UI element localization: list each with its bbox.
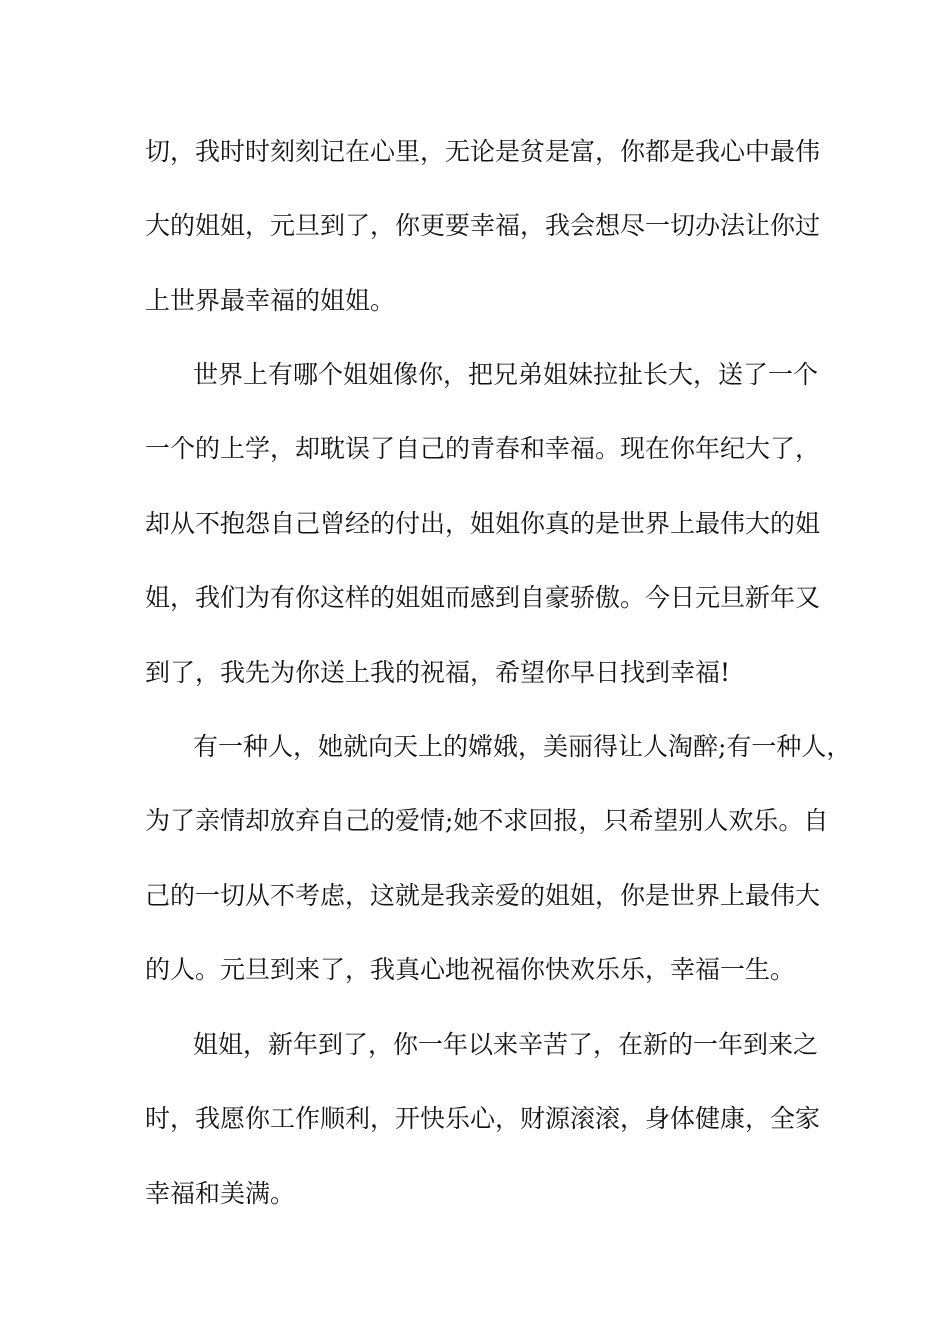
- text-line: 大的姐姐，元旦到了，你更要幸福，我会想尽一切办法让你过: [145, 211, 821, 240]
- text-line: 切，我时时刻刻记在心里，无论是贫是富，你都是我心中最伟: [145, 137, 821, 166]
- text-line: 为了亲情却放弃自己的爱情;她不求回报，只希望别人欢乐。自: [145, 806, 829, 835]
- text-line: 时，我愿你工作顺利，开快乐心，财源滚滚，身体健康，全家: [145, 1104, 821, 1133]
- paragraph-first-line: 姐姐，新年到了，你一年以来辛苦了，在新的一年到来之: [193, 1030, 819, 1059]
- text-line: 的人。元旦到来了，我真心地祝福你快欢乐乐，幸福一生。: [145, 955, 796, 984]
- text-line: 己的一切从不考虑，这就是我亲爱的姐姐，你是世界上最伟大: [145, 881, 821, 910]
- text-line: 姐，我们为有你这样的姐姐而感到自豪骄傲。今日元旦新年又: [145, 583, 821, 612]
- text-line: 上世界最幸福的姐姐。: [145, 286, 396, 315]
- paragraph-first-line: 有一种人，她就向天上的嫦娥，美丽得让人淘醉;有一种人，: [193, 732, 852, 761]
- text-line: 幸福和美满。: [145, 1179, 296, 1208]
- text-line: 却从不抱怨自己曾经的付出，姐姐你真的是世界上最伟大的姐: [145, 509, 821, 538]
- paragraph-first-line: 世界上有哪个姐姐像你，把兄弟姐妹拉扯长大，送了一个: [193, 360, 819, 389]
- text-line: 一个的上学，却耽误了自己的青春和幸福。现在你年纪大了，: [145, 434, 821, 463]
- text-line: 到了，我先为你送上我的祝福，希望你早日找到幸福!: [145, 658, 731, 687]
